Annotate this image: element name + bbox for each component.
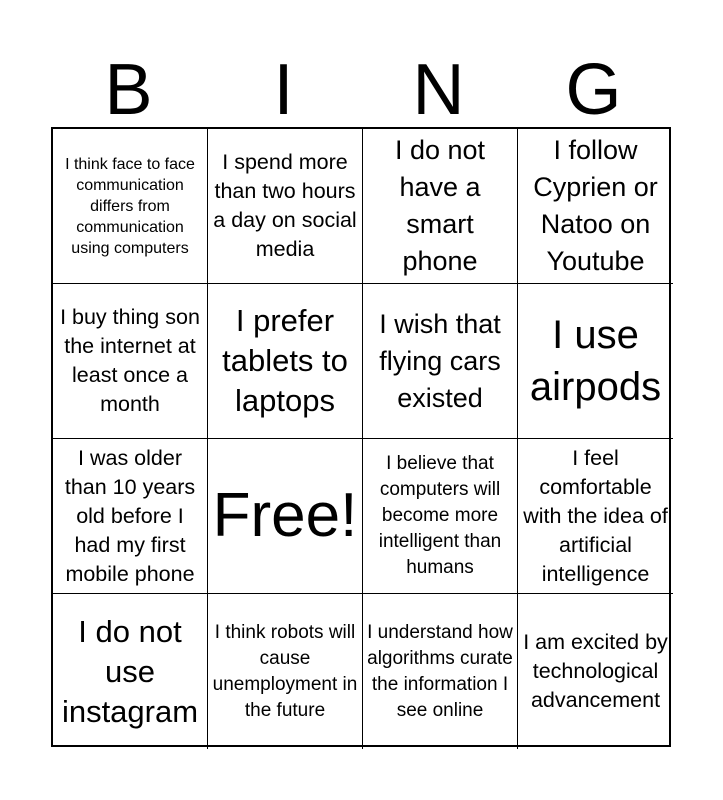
cell-text: I do not have a smart phone <box>394 135 486 276</box>
free-space-label: Free! <box>212 481 358 550</box>
cell-text: I think face to face communication differs from communication using computers <box>65 155 195 257</box>
bingo-cell[interactable] <box>53 129 208 284</box>
cell-text: I do not use instagram <box>61 613 199 729</box>
cell-text: I am excited by technological advancement <box>523 630 668 712</box>
bingo-header <box>51 50 671 128</box>
bingo-cell[interactable] <box>518 439 673 594</box>
header-letter-g: G <box>565 50 622 130</box>
cell-text: I wish that flying cars existed <box>379 308 501 413</box>
cell-text: I understand how algorithms curate the information I see online <box>367 621 513 721</box>
cell-text: I was older than 10 years old before I had my first mobile phone <box>64 445 196 586</box>
bingo-cell[interactable] <box>518 284 673 439</box>
cell-text: I believe that computers will become more intelligent than humans <box>378 453 502 578</box>
cell-text: I feel comfortable with the idea of artificial intelligence <box>523 445 668 586</box>
header-letter-n: N <box>412 50 465 130</box>
header-letter-i: I <box>273 50 294 130</box>
bingo-cell[interactable] <box>363 439 518 594</box>
bingo-cell[interactable] <box>53 284 208 439</box>
cell-text: I follow Cyprien or Natoo on Youtube <box>533 135 658 276</box>
bingo-cell[interactable] <box>53 594 208 749</box>
bingo-cell[interactable] <box>518 129 673 284</box>
free-space-cell[interactable] <box>208 439 363 594</box>
cell-text: I buy thing son the internet at least once a month <box>60 305 200 416</box>
bingo-cell[interactable] <box>363 129 518 284</box>
header-letter-b: B <box>104 50 153 130</box>
cell-text: I spend more than two hours a day on social media <box>213 150 357 261</box>
bingo-cell[interactable] <box>363 284 518 439</box>
bingo-cell[interactable] <box>363 594 518 749</box>
bingo-cell[interactable] <box>53 439 208 594</box>
cell-text: I use airpods <box>529 313 662 409</box>
bingo-cell[interactable] <box>518 594 673 749</box>
bingo-cell[interactable] <box>208 284 363 439</box>
bingo-cell[interactable] <box>208 594 363 749</box>
cell-text: I prefer tablets to laptops <box>222 303 348 418</box>
bingo-cell[interactable] <box>208 129 363 284</box>
bingo-board <box>51 127 671 747</box>
cell-text: I think robots will cause unemployment in the future <box>212 621 358 721</box>
